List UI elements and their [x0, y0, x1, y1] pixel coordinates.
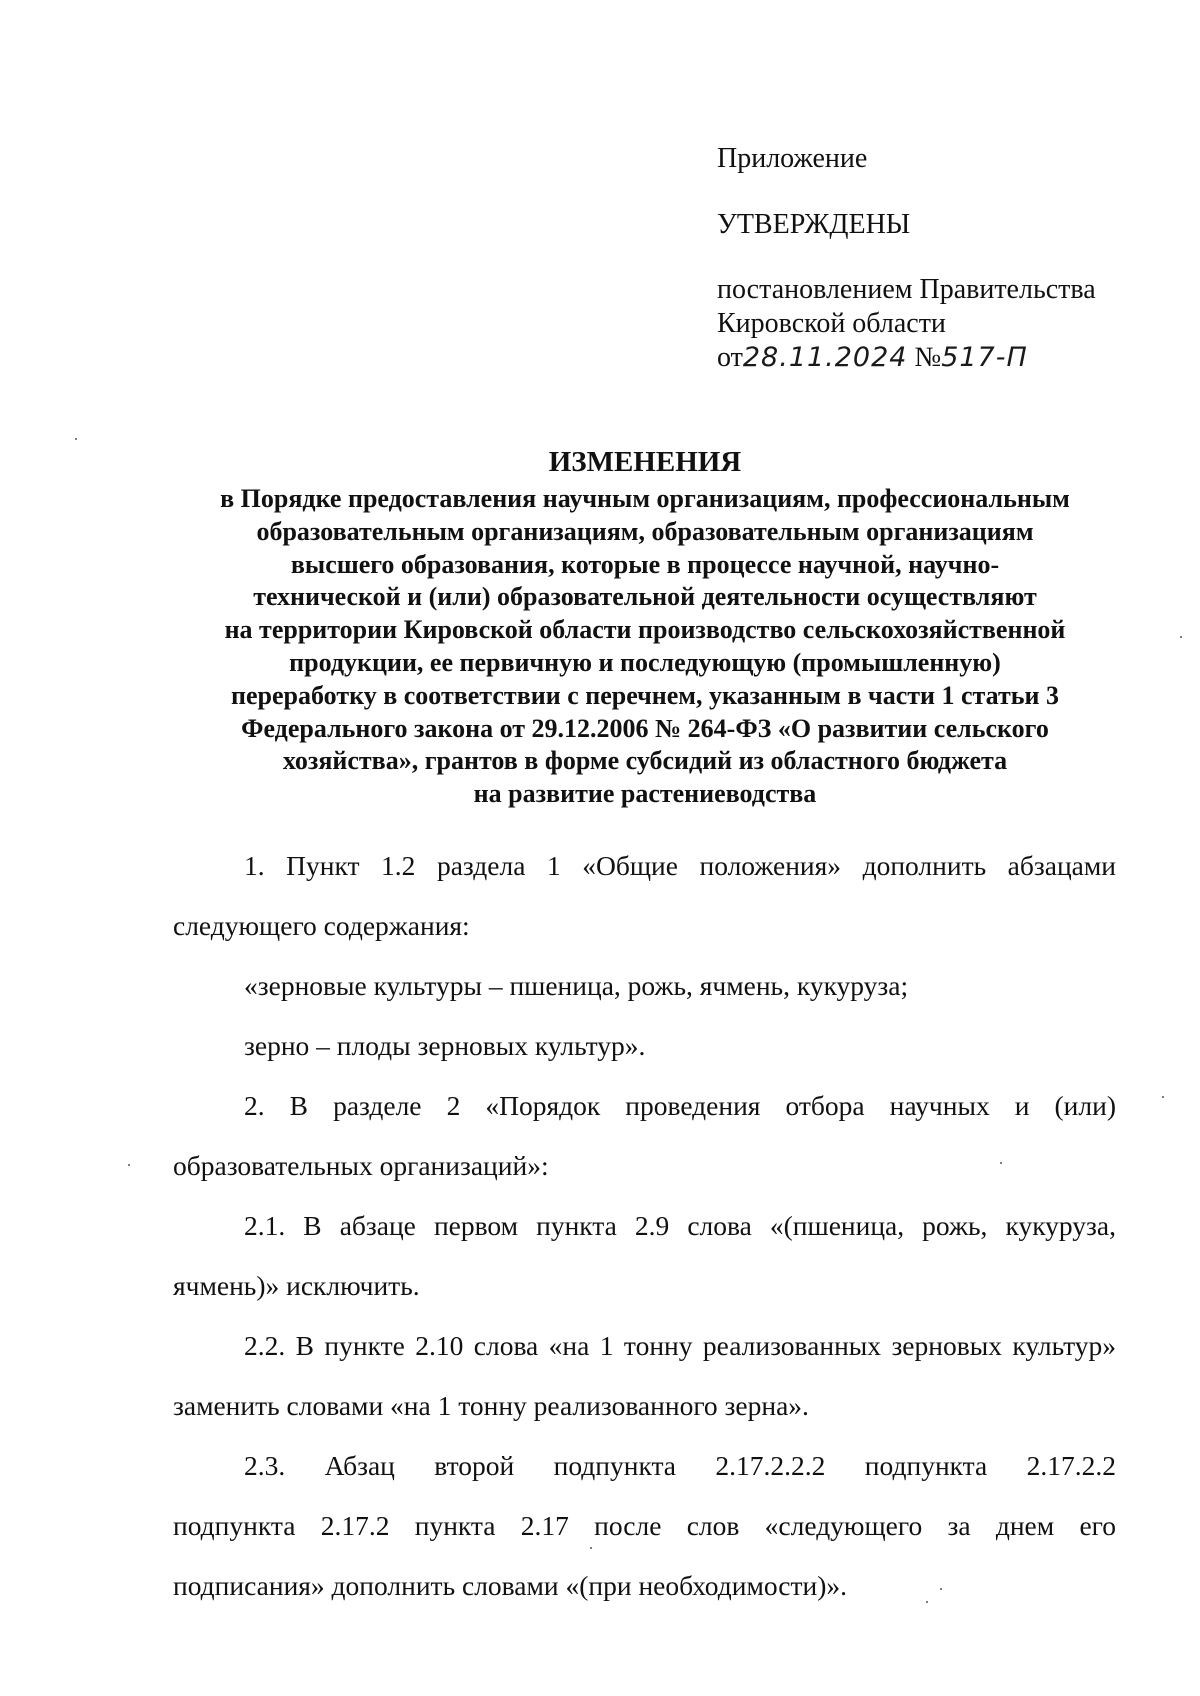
approved-label: УТВЕРЖДЕНЫ [717, 209, 911, 240]
scan-speck [128, 1164, 130, 1166]
document-body [173, 836, 1116, 1616]
title-line: хозяйства», грантов в форме субсидий из областного бюджета [282, 746, 1008, 776]
paragraph-2-2-line-2: заменить словами «на 1 тонну реализованного зерна». [173, 1390, 809, 1421]
date-prefix: от [717, 342, 743, 373]
paragraph-2-line-2: образовательных организаций»: [173, 1150, 549, 1181]
title-line: высшего образования, которые в процессе научной, научно- [290, 549, 1000, 579]
decree-date-number [717, 341, 1157, 375]
scan-speck [75, 438, 77, 440]
title-line: образовательным организациям, образовательным организациям [256, 516, 1034, 546]
number-prefix: № [914, 342, 942, 373]
paragraph-2-1-line-1: 2.1. В абзаце первом пункта 2.9 слова «(пшеница, рожь, кукуруза, [244, 1210, 1116, 1241]
paragraph-2-3-line-3: подписания» дополнить словами «(при необходимости)». [173, 1570, 848, 1601]
scan-speck [926, 1601, 928, 1603]
appendix-label: Приложение [717, 143, 868, 174]
title-line: на развитие растениеводства [473, 779, 817, 809]
paragraph-1-line-1: 1. Пункт 1.2 раздела 1 «Общие положения» дополнить абзацами [244, 850, 1116, 881]
paragraph-1-quote-2: зерно – плоды зерновых культур». [244, 1030, 646, 1061]
scan-speck [940, 1588, 942, 1590]
handwritten-number: 517-П [941, 342, 1028, 373]
paragraph-2-3-line-2: подпункта 2.17.2 пункта 2.17 после слов «следующего за днем его [173, 1510, 1116, 1541]
scan-speck [1162, 1096, 1164, 1098]
paragraph-2-line-1: 2. В разделе 2 «Порядок проведения отбора научных и (или) [244, 1090, 1116, 1121]
paragraph-2-2-line-1: 2.2. В пункте 2.10 слова «на 1 тонну реализованных зерновых культур» [244, 1330, 1116, 1361]
title-main: ИЗМЕНЕНИЯ [548, 446, 742, 478]
decree-line-1: постановлением Правительства [717, 274, 1096, 305]
title-line: технической и (или) образовательной деятельности осуществляют [253, 582, 1037, 612]
document-title [150, 443, 1140, 811]
scan-speck [590, 1547, 592, 1549]
decree-line-2: Кировской области [717, 308, 946, 339]
title-line: на территории Кировской области производство сельскохозяйственной [224, 615, 1066, 645]
scan-speck [1180, 636, 1182, 638]
paragraph-2-3-line-1: 2.3. Абзац второй подпункта 2.17.2.2.2 подпункта 2.17.2.2 [244, 1450, 1116, 1481]
decree-reference [717, 273, 1157, 375]
paragraph-1-line-2: следующего содержания: [173, 910, 470, 941]
handwritten-date: 28.11.2024 [742, 342, 908, 373]
scan-speck [1000, 1162, 1002, 1164]
title-line: в Порядке предоставления научным организациям, профессиональным [220, 484, 1070, 513]
title-line: переработку в соответствии с перечнем, указанным в части 1 статьи 3 [231, 680, 1059, 710]
title-line: Федерального закона от 29.12.2006 № 264-ФЗ «О развитии сельского [241, 713, 1049, 743]
title-line: продукции, ее первичную и последующую (промышленную) [289, 647, 1001, 677]
paragraph-1-quote-1: «зерновые культуры – пшеница, рожь, ячмень, кукуруза; [244, 970, 909, 1001]
paragraph-2-1-line-2: ячмень)» исключить. [173, 1270, 420, 1301]
